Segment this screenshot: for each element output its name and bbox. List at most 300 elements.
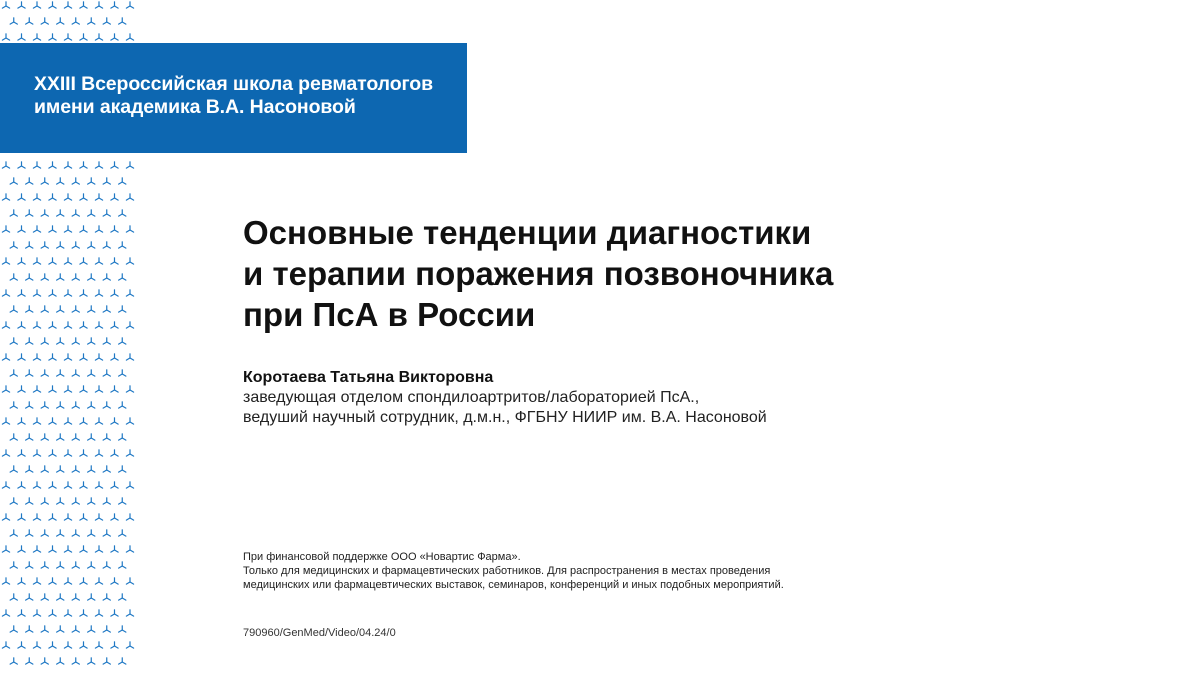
tri-arrow-icon: [95, 482, 102, 488]
tri-arrow-icon: [2, 514, 9, 520]
tri-arrow-icon: [2, 290, 9, 296]
tri-arrow-icon: [126, 386, 133, 392]
tri-arrow-icon: [111, 386, 118, 392]
tri-arrow-icon: [57, 498, 64, 504]
tri-arrow-icon: [64, 642, 71, 648]
tri-arrow-icon: [10, 306, 17, 312]
tri-arrow-icon: [103, 498, 110, 504]
tri-arrow-icon: [119, 242, 126, 248]
tri-arrow-icon: [33, 578, 40, 584]
tri-arrow-icon: [126, 642, 133, 648]
tri-arrow-icon: [111, 226, 118, 232]
tri-arrow-icon: [49, 290, 56, 296]
tri-arrow-icon: [33, 290, 40, 296]
tri-arrow-icon: [95, 194, 102, 200]
tri-arrow-icon: [18, 610, 25, 616]
tri-arrow-icon: [88, 530, 95, 536]
tri-arrow-icon: [33, 162, 40, 168]
tri-arrow-icon: [41, 626, 48, 632]
tri-arrow-icon: [111, 514, 118, 520]
tri-arrow-icon: [64, 546, 71, 552]
disclaimer: [243, 550, 1143, 592]
tri-arrow-icon: [64, 290, 71, 296]
tri-arrow-icon: [64, 482, 71, 488]
tri-arrow-icon: [49, 578, 56, 584]
tri-arrow-icon: [95, 418, 102, 424]
tri-arrow-icon: [2, 482, 9, 488]
tri-arrow-icon: [26, 178, 33, 184]
tri-arrow-icon: [72, 498, 79, 504]
tri-arrow-icon: [2, 322, 9, 328]
tri-arrow-icon: [126, 546, 133, 552]
tri-arrow-icon: [41, 530, 48, 536]
tri-arrow-icon: [72, 178, 79, 184]
tri-arrow-icon: [33, 514, 40, 520]
tri-arrow-icon: [41, 306, 48, 312]
tri-arrow-icon: [72, 306, 79, 312]
tri-arrow-icon: [119, 498, 126, 504]
tri-arrow-icon: [57, 178, 64, 184]
tri-arrow-icon: [88, 370, 95, 376]
tri-arrow-icon: [26, 338, 33, 344]
tri-arrow-icon: [80, 482, 87, 488]
tri-arrow-icon: [103, 562, 110, 568]
tri-arrow-icon: [33, 258, 40, 264]
tri-arrow-icon: [88, 242, 95, 248]
tri-arrow-icon: [64, 386, 71, 392]
tri-arrow-icon: [80, 162, 87, 168]
tri-arrow-icon: [49, 642, 56, 648]
tri-arrow-icon: [49, 2, 56, 8]
tri-arrow-icon: [64, 578, 71, 584]
tri-arrow-icon: [72, 530, 79, 536]
tri-arrow-icon: [80, 2, 87, 8]
tri-arrow-icon: [72, 338, 79, 344]
tri-arrow-icon: [18, 354, 25, 360]
tri-arrow-icon: [26, 210, 33, 216]
tri-arrow-icon: [80, 386, 87, 392]
tri-arrow-icon: [111, 450, 118, 456]
tri-arrow-icon: [72, 402, 79, 408]
tri-arrow-icon: [41, 402, 48, 408]
tri-arrow-icon: [10, 530, 17, 536]
tri-arrow-icon: [49, 162, 56, 168]
tri-arrow-icon: [49, 386, 56, 392]
tri-arrow-icon: [119, 338, 126, 344]
tri-arrow-icon: [103, 530, 110, 536]
tri-arrow-icon: [95, 386, 102, 392]
tri-arrow-icon: [95, 610, 102, 616]
tri-arrow-icon: [2, 258, 9, 264]
tri-arrow-icon: [49, 194, 56, 200]
tri-arrow-icon: [10, 242, 17, 248]
tri-arrow-icon: [26, 562, 33, 568]
tri-arrow-icon: [49, 226, 56, 232]
tri-arrow-icon: [57, 626, 64, 632]
tri-arrow-icon: [41, 178, 48, 184]
tri-arrow-icon: [126, 2, 133, 8]
tri-arrow-icon: [18, 290, 25, 296]
tri-arrow-icon: [33, 386, 40, 392]
tri-arrow-icon: [119, 274, 126, 280]
tri-arrow-icon: [2, 578, 9, 584]
tri-arrow-icon: [95, 450, 102, 456]
tri-arrow-icon: [111, 482, 118, 488]
tri-arrow-icon: [33, 2, 40, 8]
tri-arrow-icon: [111, 2, 118, 8]
tri-arrow-icon: [64, 450, 71, 456]
tri-arrow-icon: [111, 610, 118, 616]
tri-arrow-icon: [80, 322, 87, 328]
tri-arrow-icon: [80, 258, 87, 264]
tri-arrow-icon: [72, 562, 79, 568]
tri-arrow-icon: [57, 210, 64, 216]
tri-arrow-icon: [57, 274, 64, 280]
tri-arrow-icon: [26, 594, 33, 600]
tri-arrow-icon: [88, 274, 95, 280]
tri-arrow-icon: [49, 418, 56, 424]
tri-arrow-icon: [95, 226, 102, 232]
tri-arrow-icon: [103, 626, 110, 632]
tri-arrow-icon: [26, 498, 33, 504]
tri-arrow-icon: [10, 210, 17, 216]
tri-arrow-icon: [111, 34, 118, 40]
title-line-2: и терапии поражения позвоночника: [243, 255, 834, 292]
tri-arrow-icon: [103, 274, 110, 280]
tri-arrow-icon: [119, 530, 126, 536]
tri-arrow-icon: [119, 562, 126, 568]
tri-arrow-icon: [33, 322, 40, 328]
tri-arrow-icon: [18, 642, 25, 648]
tri-arrow-icon: [126, 162, 133, 168]
tri-arrow-icon: [80, 642, 87, 648]
tri-arrow-icon: [103, 242, 110, 248]
tri-arrow-icon: [72, 434, 79, 440]
tri-arrow-icon: [49, 258, 56, 264]
tri-arrow-icon: [95, 258, 102, 264]
tri-arrow-icon: [95, 642, 102, 648]
tri-arrow-icon: [80, 226, 87, 232]
tri-arrow-icon: [2, 610, 9, 616]
tri-arrow-icon: [103, 402, 110, 408]
tri-arrow-icon: [2, 418, 9, 424]
tri-arrow-icon: [33, 226, 40, 232]
tri-arrow-icon: [119, 402, 126, 408]
tri-arrow-icon: [126, 258, 133, 264]
tri-arrow-icon: [33, 642, 40, 648]
tri-arrow-icon: [119, 626, 126, 632]
tri-arrow-icon: [18, 418, 25, 424]
tri-arrow-icon: [10, 594, 17, 600]
tri-arrow-icon: [88, 402, 95, 408]
tri-arrow-icon: [33, 418, 40, 424]
tri-arrow-icon: [2, 354, 9, 360]
tri-arrow-icon: [80, 290, 87, 296]
tri-arrow-icon: [41, 498, 48, 504]
tri-arrow-icon: [64, 226, 71, 232]
tri-arrow-icon: [57, 242, 64, 248]
tri-arrow-icon: [126, 482, 133, 488]
tri-arrow-icon: [49, 546, 56, 552]
tri-arrow-icon: [111, 194, 118, 200]
tri-arrow-icon: [64, 354, 71, 360]
title-line-3: при ПсА в России: [243, 296, 536, 333]
tri-arrow-icon: [88, 210, 95, 216]
tri-arrow-icon: [95, 354, 102, 360]
tri-arrow-icon: [80, 34, 87, 40]
tri-arrow-icon: [10, 658, 17, 664]
tri-arrow-icon: [57, 530, 64, 536]
tri-arrow-icon: [64, 162, 71, 168]
tri-arrow-icon: [18, 450, 25, 456]
tri-arrow-icon: [111, 322, 118, 328]
tri-arrow-icon: [111, 642, 118, 648]
tri-arrow-icon: [72, 658, 79, 664]
tri-arrow-icon: [10, 498, 17, 504]
tri-arrow-icon: [26, 434, 33, 440]
tri-arrow-icon: [103, 178, 110, 184]
tri-arrow-icon: [33, 450, 40, 456]
tri-arrow-icon: [111, 162, 118, 168]
tri-arrow-icon: [95, 2, 102, 8]
tri-arrow-icon: [2, 194, 9, 200]
tri-arrow-icon: [103, 370, 110, 376]
tri-arrow-icon: [119, 306, 126, 312]
tri-arrow-icon: [18, 2, 25, 8]
tri-arrow-icon: [41, 242, 48, 248]
disclaimer-line-1: При финансовой поддержке ООО «Новартис Фарма».: [243, 551, 521, 563]
tri-arrow-icon: [126, 34, 133, 40]
tri-arrow-icon: [33, 34, 40, 40]
tri-arrow-icon: [95, 546, 102, 552]
tri-arrow-icon: [18, 386, 25, 392]
tri-arrow-icon: [49, 450, 56, 456]
tri-arrow-icon: [41, 370, 48, 376]
tri-arrow-icon: [64, 194, 71, 200]
tri-arrow-icon: [88, 594, 95, 600]
tri-arrow-icon: [88, 658, 95, 664]
tri-arrow-icon: [41, 466, 48, 472]
tri-arrow-icon: [49, 514, 56, 520]
tri-arrow-icon: [10, 562, 17, 568]
tri-arrow-icon: [10, 18, 17, 24]
tri-arrow-icon: [33, 610, 40, 616]
tri-arrow-icon: [126, 322, 133, 328]
tri-arrow-icon: [103, 338, 110, 344]
disclaimer-line-3: медицинских или фармацевтических выставок, семинаров, конференций и иных подобных мероприятий.: [243, 579, 784, 591]
banner-title-line-2: имени академика В.А. Насоновой: [34, 96, 356, 118]
tri-arrow-icon: [95, 514, 102, 520]
tri-arrow-icon: [88, 498, 95, 504]
tri-arrow-icon: [126, 610, 133, 616]
tri-arrow-icon: [49, 322, 56, 328]
tri-arrow-icon: [18, 34, 25, 40]
tri-arrow-icon: [10, 274, 17, 280]
tri-arrow-icon: [41, 658, 48, 664]
tri-arrow-icon: [88, 562, 95, 568]
tri-arrow-icon: [111, 290, 118, 296]
tri-arrow-icon: [119, 210, 126, 216]
tri-arrow-icon: [2, 2, 9, 8]
tri-arrow-icon: [126, 450, 133, 456]
tri-arrow-icon: [33, 194, 40, 200]
tri-arrow-icon: [126, 418, 133, 424]
tri-arrow-icon: [119, 370, 126, 376]
tri-arrow-icon: [10, 402, 17, 408]
tri-arrow-icon: [64, 2, 71, 8]
tri-arrow-icon: [41, 210, 48, 216]
tri-arrow-icon: [2, 162, 9, 168]
tri-arrow-icon: [49, 34, 56, 40]
tri-arrow-icon: [72, 274, 79, 280]
tri-arrow-icon: [18, 322, 25, 328]
tri-arrow-icon: [10, 466, 17, 472]
presentation-title: [243, 212, 1143, 335]
tri-arrow-icon: [119, 658, 126, 664]
tri-arrow-icon: [57, 466, 64, 472]
tri-arrow-icon: [41, 594, 48, 600]
tri-arrow-icon: [18, 514, 25, 520]
tri-arrow-icon: [26, 626, 33, 632]
tri-arrow-icon: [2, 386, 9, 392]
tri-arrow-icon: [72, 626, 79, 632]
school-banner: [0, 43, 467, 153]
tri-arrow-icon: [126, 290, 133, 296]
tri-arrow-icon: [41, 434, 48, 440]
tri-arrow-icon: [64, 610, 71, 616]
tri-arrow-icon: [49, 354, 56, 360]
tri-arrow-icon: [126, 354, 133, 360]
tri-arrow-icon: [95, 34, 102, 40]
tri-arrow-icon: [18, 482, 25, 488]
tri-arrow-icon: [26, 242, 33, 248]
tri-arrow-icon: [126, 226, 133, 232]
tri-arrow-icon: [88, 434, 95, 440]
tri-arrow-icon: [41, 274, 48, 280]
tri-arrow-icon: [72, 242, 79, 248]
tri-arrow-icon: [80, 578, 87, 584]
tri-arrow-icon: [33, 482, 40, 488]
tri-arrow-icon: [88, 338, 95, 344]
tri-arrow-icon: [26, 274, 33, 280]
tri-arrow-icon: [80, 194, 87, 200]
tri-arrow-icon: [119, 18, 126, 24]
tri-arrow-icon: [95, 578, 102, 584]
tri-arrow-icon: [26, 18, 33, 24]
tri-arrow-icon: [111, 546, 118, 552]
tri-arrow-icon: [80, 354, 87, 360]
tri-arrow-icon: [126, 194, 133, 200]
tri-arrow-icon: [26, 402, 33, 408]
tri-arrow-icon: [41, 18, 48, 24]
tri-arrow-icon: [18, 578, 25, 584]
tri-arrow-icon: [26, 306, 33, 312]
tri-arrow-icon: [2, 546, 9, 552]
tri-arrow-icon: [119, 466, 126, 472]
tri-arrow-icon: [57, 562, 64, 568]
tri-arrow-icon: [57, 306, 64, 312]
tri-arrow-icon: [72, 18, 79, 24]
tri-arrow-icon: [26, 530, 33, 536]
tri-arrow-icon: [18, 258, 25, 264]
tri-arrow-icon: [64, 34, 71, 40]
author-name: Коротаева Татьяна Викторовна: [243, 369, 494, 386]
tri-arrow-icon: [64, 258, 71, 264]
tri-arrow-icon: [64, 514, 71, 520]
tri-arrow-icon: [95, 290, 102, 296]
tri-arrow-icon: [88, 306, 95, 312]
tri-arrow-icon: [2, 226, 9, 232]
tri-arrow-icon: [57, 434, 64, 440]
tri-arrow-icon: [103, 658, 110, 664]
tri-arrow-icon: [103, 594, 110, 600]
tri-arrow-icon: [18, 162, 25, 168]
tri-arrow-icon: [26, 658, 33, 664]
tri-arrow-icon: [57, 594, 64, 600]
tri-arrow-icon: [111, 418, 118, 424]
tri-arrow-icon: [103, 210, 110, 216]
author-info: [243, 368, 1143, 428]
tri-arrow-icon: [126, 514, 133, 520]
tri-arrow-icon: [119, 434, 126, 440]
author-position-line-2: ведуший научный сотрудник, д.м.н., ФГБНУ НИИР им. В.А. Насоновой: [243, 409, 767, 426]
tri-arrow-icon: [80, 514, 87, 520]
author-position-line-1: заведующая отделом спондилоартритов/лабораторией ПсА.,: [243, 389, 700, 406]
banner-title-line-1: XXIII Всероссийская школа ревматологов: [34, 73, 433, 95]
tri-arrow-icon: [57, 402, 64, 408]
tri-arrow-icon: [95, 162, 102, 168]
tri-arrow-icon: [119, 594, 126, 600]
title-line-1: Основные тенденции диагностики: [243, 214, 812, 251]
tri-arrow-icon: [72, 210, 79, 216]
tri-arrow-icon: [26, 466, 33, 472]
tri-arrow-icon: [80, 418, 87, 424]
tri-arrow-icon: [72, 594, 79, 600]
tri-arrow-icon: [111, 258, 118, 264]
tri-arrow-icon: [64, 322, 71, 328]
tri-arrow-icon: [57, 658, 64, 664]
tri-arrow-icon: [103, 306, 110, 312]
tri-arrow-icon: [111, 354, 118, 360]
material-code: 790960/GenMed/Video/04.24/0: [243, 627, 396, 639]
tri-arrow-icon: [2, 642, 9, 648]
tri-arrow-icon: [49, 610, 56, 616]
tri-arrow-icon: [88, 626, 95, 632]
tri-arrow-icon: [88, 178, 95, 184]
tri-arrow-icon: [119, 178, 126, 184]
tri-arrow-icon: [18, 226, 25, 232]
tri-arrow-icon: [33, 546, 40, 552]
tri-arrow-icon: [18, 546, 25, 552]
tri-arrow-icon: [10, 370, 17, 376]
tri-arrow-icon: [57, 370, 64, 376]
tri-arrow-icon: [10, 626, 17, 632]
tri-arrow-icon: [57, 338, 64, 344]
disclaimer-line-2: Только для медицинских и фармацевтических работников. Для распространения в местах проведения: [243, 565, 771, 577]
tri-arrow-icon: [80, 610, 87, 616]
tri-arrow-icon: [95, 322, 102, 328]
tri-arrow-icon: [72, 466, 79, 472]
tri-arrow-icon: [126, 578, 133, 584]
tri-arrow-icon: [103, 434, 110, 440]
tri-arrow-icon: [64, 418, 71, 424]
tri-arrow-icon: [18, 194, 25, 200]
tri-arrow-icon: [49, 482, 56, 488]
tri-arrow-icon: [57, 18, 64, 24]
tri-arrow-icon: [88, 466, 95, 472]
tri-arrow-icon: [80, 450, 87, 456]
tri-arrow-icon: [88, 18, 95, 24]
